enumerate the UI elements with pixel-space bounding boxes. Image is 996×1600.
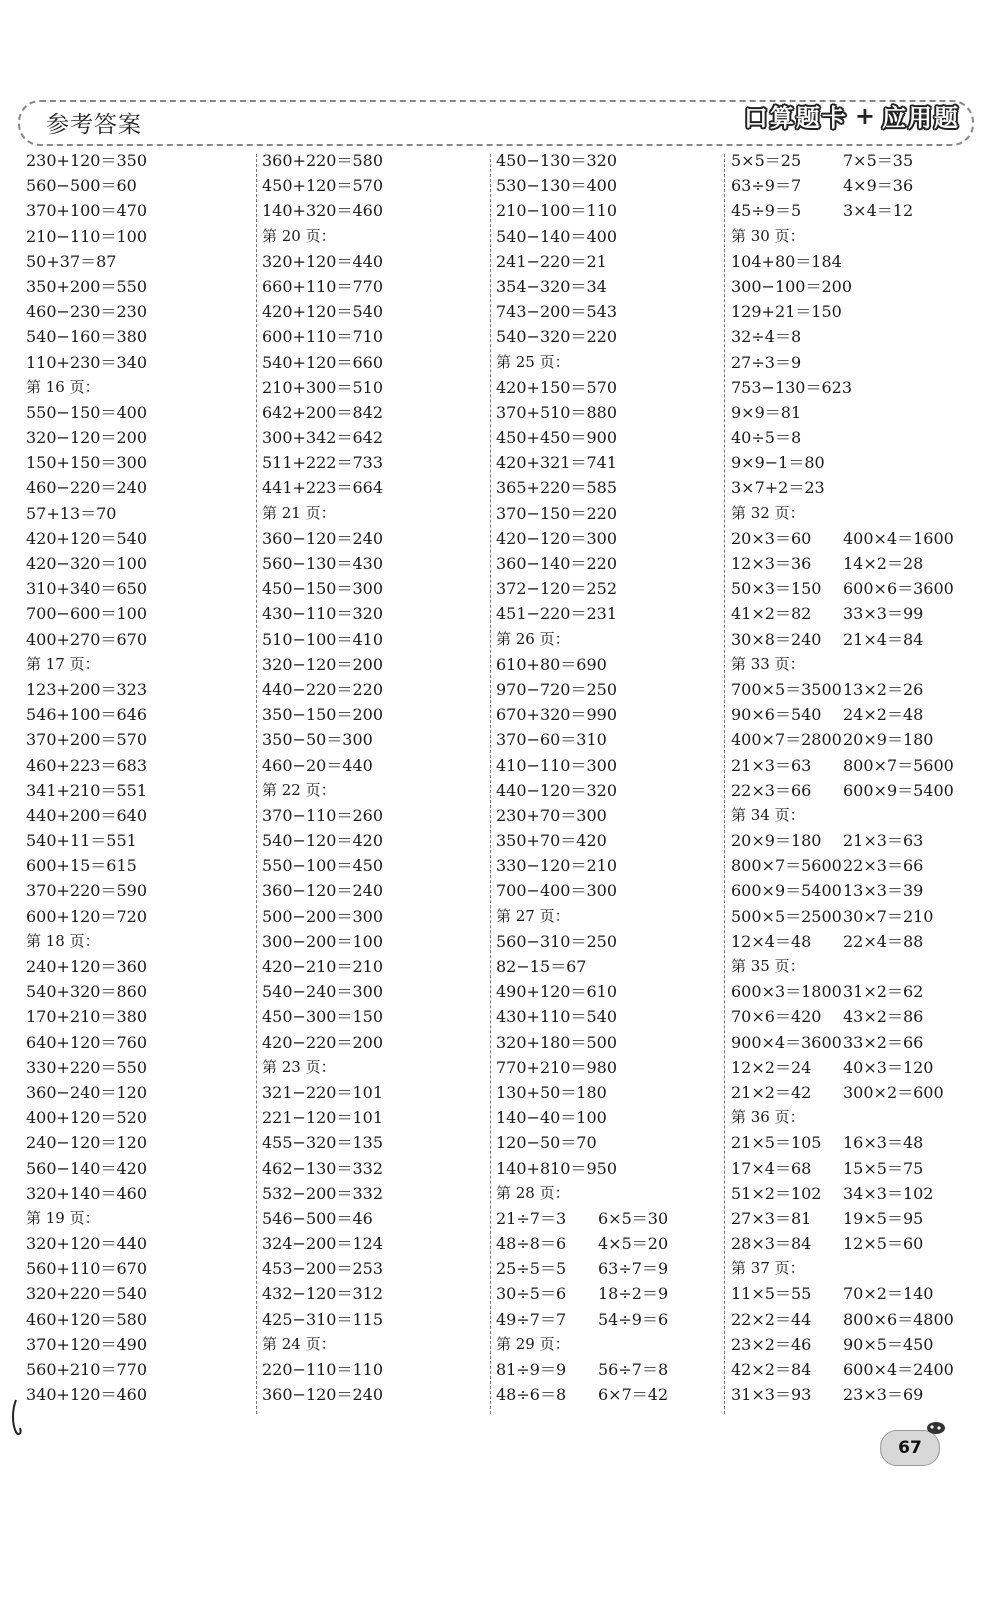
answer-line: 540+120＝660: [262, 352, 384, 372]
section-heading: 第 24 页：: [262, 1334, 336, 1353]
answer-line: 600+110＝710: [262, 327, 384, 347]
answer-item: 23×3＝69: [843, 1385, 924, 1405]
answer-line: 330+220＝550: [26, 1057, 148, 1077]
answer-item: 70×6＝420: [731, 1007, 822, 1027]
answer-line: 642+200＝842: [262, 402, 384, 422]
answer-line: 320+140＝460: [26, 1183, 148, 1203]
answer-line: 510−100＝410: [262, 629, 384, 649]
answer-line: 9×9＝81: [731, 402, 802, 422]
column-divider: [490, 154, 491, 1414]
column-divider: [724, 154, 725, 1414]
answer-line: 540+320＝860: [26, 982, 148, 1002]
answer-item: 63÷7＝9: [598, 1259, 669, 1279]
section-heading: 第 26 页：: [496, 629, 570, 648]
section-heading: 第 32 页：: [731, 503, 805, 522]
answer-line: 210−110＝100: [26, 226, 148, 246]
answer-item: 600×4＝2400: [843, 1360, 954, 1379]
answer-line: 600+15＝615: [26, 856, 137, 876]
section-heading: 第 25 页：: [496, 352, 570, 371]
answer-line: 104+80＝184: [731, 251, 842, 271]
section-heading: 第 36 页：: [731, 1108, 805, 1127]
answer-line: 330−120＝210: [496, 856, 618, 876]
answer-line: 370+100＝470: [26, 201, 148, 221]
answer-line: [731, 1181, 981, 1206]
answer-item: 21×4＝84: [843, 629, 924, 649]
answer-line: 320+180＝500: [496, 1032, 618, 1052]
answer-item: 56÷7＝8: [598, 1360, 669, 1379]
answer-line: [731, 1156, 981, 1181]
page-header: [18, 92, 978, 144]
answer-line: 420−210＝210: [262, 957, 384, 976]
answer-item: 800×6＝4800: [843, 1309, 954, 1329]
answer-item: 11×5＝55: [731, 1284, 812, 1304]
section-heading: 第 29 页：: [496, 1334, 570, 1353]
answer-line: 460+120＝580: [26, 1309, 148, 1329]
answer-line: 450+450＝900: [496, 428, 618, 448]
answer-line: [496, 1307, 724, 1332]
answer-line: 320+120＝440: [26, 1234, 148, 1254]
page-title: 参考答案: [46, 112, 142, 138]
answer-line: 530−130＝400: [496, 176, 618, 196]
answer-line: 420−320＝100: [26, 554, 148, 573]
answer-item: 28×3＝84: [731, 1234, 812, 1254]
answer-line: 455−320＝135: [262, 1133, 384, 1153]
answer-columns: [0, 148, 996, 1418]
answer-line: [731, 1281, 981, 1306]
answer-item: 90×5＝450: [843, 1334, 934, 1354]
answer-item: 41×2＝82: [731, 604, 812, 624]
answer-line: 170+210＝380: [26, 1007, 148, 1027]
answer-item: 400×4＝1600: [843, 528, 954, 548]
answer-item: 51×2＝102: [731, 1183, 822, 1203]
answer-line: 440−220＝220: [262, 679, 384, 699]
answer-item: 22×4＝88: [843, 931, 924, 951]
answer-line: 140+320＝460: [262, 201, 384, 221]
answer-line: [731, 1231, 981, 1256]
answer-line: [731, 677, 981, 702]
answer-line: 350−50＝300: [262, 730, 373, 750]
answer-line: 354−320＝34: [496, 276, 607, 296]
section-heading: 第 34 页：: [731, 805, 805, 824]
answer-line: [731, 702, 981, 727]
answer-line: 210+300＝510: [262, 377, 384, 397]
answer-item: 33×2＝66: [843, 1032, 924, 1052]
answer-line: [496, 1382, 724, 1407]
answer-line: 360−120＝240: [262, 528, 384, 548]
answer-line: 420−220＝200: [262, 1032, 384, 1052]
answer-item: 54÷9＝6: [598, 1309, 669, 1329]
answer-line: 640+120＝760: [26, 1032, 148, 1052]
answer-item: 25÷5＝5: [496, 1259, 567, 1279]
answer-line: 150+150＝300: [26, 453, 148, 473]
answer-line: [731, 1080, 981, 1105]
section-heading: 第 35 页：: [731, 957, 805, 975]
answer-line: 140−40＝100: [496, 1108, 607, 1128]
answer-item: 6×7＝42: [598, 1385, 669, 1405]
section-heading: 第 19 页：: [26, 1208, 100, 1227]
answer-line: [731, 148, 981, 173]
answer-line: 360−120＝240: [262, 881, 384, 901]
answer-line: [731, 1357, 981, 1382]
section-heading: 第 27 页：: [496, 906, 570, 925]
answer-line: [731, 576, 981, 601]
answer-line: 432−120＝312: [262, 1284, 384, 1304]
answer-line: 441+223＝664: [262, 478, 384, 498]
answer-line: 546+100＝646: [26, 705, 148, 725]
brand-plus: +: [854, 101, 875, 130]
answer-line: [731, 778, 981, 803]
answer-line: [731, 1130, 981, 1155]
answer-line: 700−600＝100: [26, 604, 148, 624]
answer-line: 560−310＝250: [496, 931, 618, 951]
answer-line: 743−200＝543: [496, 302, 618, 322]
answer-item: 19×5＝95: [843, 1208, 924, 1228]
answer-item: 33×3＝99: [843, 604, 924, 624]
answer-line: 660+110＝770: [262, 276, 384, 296]
answer-item: 4×9＝36: [843, 176, 914, 196]
answer-line: 420−120＝300: [496, 528, 618, 548]
answer-line: 370−150＝220: [496, 503, 618, 523]
answer-item: 13×2＝26: [843, 679, 924, 699]
answer-line: 372−120＝252: [496, 579, 618, 599]
answer-item: 4×5＝20: [598, 1234, 669, 1254]
section-heading: 第 28 页：: [496, 1183, 570, 1202]
answer-line: [731, 1206, 981, 1231]
answer-line: 460+223＝683: [26, 755, 148, 775]
answer-line: 300−200＝100: [262, 931, 384, 951]
answer-line: 540−240＝300: [262, 982, 384, 1002]
answer-line: 540−140＝400: [496, 226, 618, 246]
brand-left-text: 口算题卡: [743, 104, 848, 132]
answer-item: 21×3＝63: [843, 831, 924, 851]
answer-item: 30÷5＝6: [496, 1284, 567, 1304]
answer-item: 30×8＝240: [731, 629, 822, 649]
answer-item: 21×3＝63: [731, 755, 812, 775]
answer-line: 300−100＝200: [731, 276, 853, 296]
answer-line: 27÷3＝9: [731, 352, 802, 372]
answer-line: [731, 929, 981, 954]
answer-line: [731, 526, 981, 551]
answer-line: [731, 198, 981, 223]
answer-line: [731, 753, 981, 778]
answer-item: 21×2＝42: [731, 1082, 812, 1102]
section-heading: 第 30 页：: [731, 226, 805, 245]
answer-line: 460−220＝240: [26, 478, 148, 498]
answer-line: 420+120＝540: [26, 528, 148, 548]
answer-item: 12×5＝60: [843, 1234, 924, 1254]
answer-line: 420+120＝540: [262, 302, 384, 322]
answer-line: [731, 878, 981, 903]
answer-line: 540−320＝220: [496, 327, 618, 347]
answer-line: 240−120＝120: [26, 1133, 148, 1153]
answer-line: 600+120＝720: [26, 906, 148, 926]
answer-line: 970−720＝250: [496, 679, 618, 699]
answer-item: 18÷2＝9: [598, 1284, 669, 1304]
answer-line: 460−20＝440: [262, 755, 373, 775]
answer-item: 50×3＝150: [731, 579, 822, 599]
answer-item: 600×9＝5400: [843, 780, 954, 800]
answer-line: 560−130＝430: [262, 554, 384, 573]
answer-item: 81÷9＝9: [496, 1360, 567, 1379]
answer-line: [731, 627, 981, 652]
answer-item: 63÷9＝7: [731, 176, 802, 196]
answer-line: [731, 853, 981, 878]
answer-item: 40×3＝120: [843, 1057, 934, 1077]
answer-line: 360−140＝220: [496, 554, 618, 573]
answer-line: 425−310＝115: [262, 1309, 384, 1329]
answer-line: 300+342＝642: [262, 428, 384, 448]
section-heading: 第 23 页：: [262, 1057, 336, 1076]
answer-line: [731, 551, 981, 576]
answer-line: 3×7+2＝23: [731, 478, 825, 498]
answer-line: 365+220＝585: [496, 478, 618, 498]
answer-item: 20×9＝180: [731, 831, 822, 851]
answer-item: 700×5＝3500: [731, 679, 842, 699]
answer-line: 57+13＝70: [26, 503, 117, 523]
answer-line: 560+210＝770: [26, 1360, 148, 1379]
answer-line: 110+230＝340: [26, 352, 148, 372]
answer-line: 670+320＝990: [496, 705, 618, 725]
answer-item: 90×6＝540: [731, 705, 822, 725]
answer-line: 210−100＝110: [496, 201, 618, 221]
answer-line: 450−150＝300: [262, 579, 384, 599]
answer-item: 34×3＝102: [843, 1183, 934, 1203]
answer-line: 221−120＝101: [262, 1108, 384, 1128]
brand-right-text: 应用题: [882, 104, 960, 132]
answer-item: 800×7＝5600: [731, 856, 842, 876]
answer-column-2: [262, 148, 490, 1418]
answer-column-4: [731, 148, 981, 1418]
answer-line: 32÷4＝8: [731, 327, 802, 347]
answer-item: 43×2＝86: [843, 1007, 924, 1027]
answer-line: [731, 828, 981, 853]
section-heading: 第 20 页：: [262, 226, 336, 245]
answer-item: 31×2＝62: [843, 982, 924, 1002]
answer-line: 230+120＝350: [26, 151, 148, 170]
answer-line: 560−140＝420: [26, 1158, 148, 1178]
answer-line: 360−240＝120: [26, 1082, 148, 1102]
answer-column-1: [26, 148, 256, 1418]
answer-line: 140+810＝950: [496, 1158, 618, 1178]
section-heading: 第 16 页：: [26, 377, 100, 396]
answer-line: 240+120＝360: [26, 957, 148, 976]
answer-line: 450+120＝570: [262, 176, 384, 196]
book-brand: [742, 98, 962, 133]
answer-line: 324−200＝124: [262, 1234, 384, 1254]
answer-item: 22×3＝66: [843, 856, 924, 876]
answer-line: [496, 1206, 724, 1231]
answer-line: 370+200＝570: [26, 730, 148, 750]
answer-item: 30×7＝210: [843, 906, 934, 926]
answer-line: 320+220＝540: [26, 1284, 148, 1304]
answer-item: 20×3＝60: [731, 528, 812, 548]
answer-line: 430−110＝320: [262, 604, 384, 624]
answer-line: 9×9−1＝80: [731, 453, 825, 473]
answer-line: 350+200＝550: [26, 276, 148, 296]
answer-line: 540−120＝420: [262, 831, 384, 851]
answer-item: 42×2＝84: [731, 1360, 812, 1379]
answer-line: 340+120＝460: [26, 1385, 148, 1405]
answer-line: 400+120＝520: [26, 1108, 148, 1128]
answer-item: 600×9＝5400: [731, 881, 842, 901]
answer-line: 560−500＝60: [26, 176, 137, 196]
answer-line: [731, 173, 981, 198]
answer-item: 800×7＝5600: [843, 755, 954, 775]
section-heading: 第 33 页：: [731, 654, 805, 673]
answer-line: 462−130＝332: [262, 1158, 384, 1178]
answer-line: 220−110＝110: [262, 1360, 384, 1379]
answer-line: 350−150＝200: [262, 705, 384, 725]
answer-item: 600×6＝3600: [843, 579, 954, 599]
answer-line: [731, 979, 981, 1004]
answer-line: 320−120＝200: [26, 428, 148, 448]
answer-line: 540+11＝551: [26, 831, 137, 851]
answer-item: 16×3＝48: [843, 1133, 924, 1153]
answer-item: 31×3＝93: [731, 1385, 812, 1405]
answer-line: 500−200＝300: [262, 906, 384, 926]
answer-line: [496, 1357, 724, 1382]
answer-line: 453−200＝253: [262, 1259, 384, 1279]
answer-line: 753−130＝623: [731, 377, 853, 397]
ladybug-icon: [924, 1418, 948, 1434]
answer-line: [496, 1256, 724, 1281]
answer-line: 360+220＝580: [262, 151, 384, 170]
answer-item: 600×3＝1800: [731, 982, 842, 1002]
answer-line: [731, 1030, 981, 1055]
answer-line: [731, 904, 981, 929]
answer-line: 700−400＝300: [496, 881, 618, 901]
answer-line: 550−150＝400: [26, 402, 148, 422]
answer-item: 6×5＝30: [598, 1208, 669, 1228]
answer-item: 49÷7＝7: [496, 1309, 567, 1329]
answer-line: 550−100＝450: [262, 856, 384, 876]
answer-line: [731, 1055, 981, 1080]
answer-item: 22×2＝44: [731, 1309, 812, 1329]
answer-line: 532−200＝332: [262, 1183, 384, 1203]
answer-line: 310+340＝650: [26, 579, 148, 599]
answer-line: [731, 601, 981, 626]
answer-item: 22×3＝66: [731, 780, 812, 800]
answer-line: 350+70＝420: [496, 831, 607, 851]
answer-item: 300×2＝600: [843, 1082, 944, 1102]
answer-line: 341+210＝551: [26, 780, 148, 800]
answer-item: 15×5＝75: [843, 1158, 924, 1178]
answer-line: 230+70＝300: [496, 805, 607, 825]
answer-line: 400+270＝670: [26, 629, 148, 649]
answer-line: 130+50＝180: [496, 1082, 607, 1102]
section-heading: 第 18 页：: [26, 931, 100, 950]
answer-line: [731, 1004, 981, 1029]
answer-item: 12×3＝36: [731, 554, 812, 573]
answer-line: 50+37＝87: [26, 251, 117, 271]
answer-line: [731, 1382, 981, 1407]
answer-line: 420+321＝741: [496, 453, 618, 473]
answer-line: 410−110＝300: [496, 755, 618, 775]
answer-column-3: [496, 148, 724, 1418]
answer-line: 440−120＝320: [496, 780, 618, 800]
answer-item: 48÷6＝8: [496, 1385, 567, 1405]
answer-line: 360−120＝240: [262, 1385, 384, 1405]
answer-line: 450−300＝150: [262, 1007, 384, 1027]
answer-line: 370+220＝590: [26, 881, 148, 901]
answer-line: 129+21＝150: [731, 302, 842, 322]
answer-line: 370−60＝310: [496, 730, 607, 750]
answer-line: 430+110＝540: [496, 1007, 618, 1027]
answer-line: 120−50＝70: [496, 1133, 597, 1153]
answer-item: 500×5＝2500: [731, 906, 842, 926]
answer-line: 321−220＝101: [262, 1082, 384, 1102]
pen-mark-icon: [8, 1398, 28, 1438]
answer-item: 3×4＝12: [843, 201, 914, 221]
answer-item: 900×4＝3600: [731, 1032, 842, 1052]
answer-item: 12×4＝48: [731, 931, 812, 951]
answer-line: [496, 1281, 724, 1306]
answer-line: 540−160＝380: [26, 327, 148, 347]
answer-line: 451−220＝231: [496, 604, 618, 624]
answer-line: [496, 1231, 724, 1256]
answer-line: 82−15＝67: [496, 957, 587, 976]
answer-line: 370+510＝880: [496, 402, 618, 422]
section-heading: 第 37 页：: [731, 1259, 805, 1278]
answer-item: 21×5＝105: [731, 1133, 822, 1153]
page-number-badge: 67: [880, 1430, 940, 1466]
answer-item: 14×2＝28: [843, 554, 924, 573]
section-heading: 第 22 页：: [262, 780, 336, 799]
answer-line: 450−130＝320: [496, 151, 618, 170]
answer-item: 24×2＝48: [843, 705, 924, 725]
answer-line: 420+150＝570: [496, 377, 618, 397]
answer-item: 5×5＝25: [731, 151, 802, 170]
answer-line: 460−230＝230: [26, 302, 148, 322]
answer-item: 23×2＝46: [731, 1334, 812, 1354]
column-divider: [256, 154, 257, 1414]
section-heading: 第 21 页：: [262, 503, 336, 522]
answer-line: 320+120＝440: [262, 251, 384, 271]
answer-line: [731, 1332, 981, 1357]
answer-line: 440+200＝640: [26, 805, 148, 825]
answer-item: 17×4＝68: [731, 1158, 812, 1178]
answer-line: 560+110＝670: [26, 1259, 148, 1279]
answer-line: 370−110＝260: [262, 805, 384, 825]
answer-line: 610+80＝690: [496, 654, 607, 674]
answer-line: 241−220＝21: [496, 251, 607, 271]
answer-item: 48÷8＝6: [496, 1234, 567, 1254]
answer-line: 546−500＝46: [262, 1208, 373, 1228]
answer-item: 7×5＝35: [843, 151, 914, 170]
answer-line: 123+200＝323: [26, 679, 148, 699]
answer-line: 40÷5＝8: [731, 428, 802, 448]
answer-item: 45÷9＝5: [731, 201, 802, 221]
answer-line: [731, 1307, 981, 1332]
answer-line: 370+120＝490: [26, 1334, 148, 1354]
answer-item: 70×2＝140: [843, 1284, 934, 1304]
answer-line: [731, 727, 981, 752]
answer-item: 12×2＝24: [731, 1057, 812, 1077]
answer-item: 400×7＝2800: [731, 730, 842, 750]
answer-item: 13×3＝39: [843, 881, 924, 901]
answer-item: 21÷7＝3: [496, 1208, 567, 1228]
answer-line: 770+210＝980: [496, 1057, 618, 1077]
answer-line: 490+120＝610: [496, 982, 618, 1002]
answer-line: 320−120＝200: [262, 654, 384, 674]
answer-item: 27×3＝81: [731, 1208, 812, 1228]
section-heading: 第 17 页：: [26, 654, 100, 673]
answer-line: 511+222＝733: [262, 453, 384, 473]
answer-item: 20×9＝180: [843, 730, 934, 750]
